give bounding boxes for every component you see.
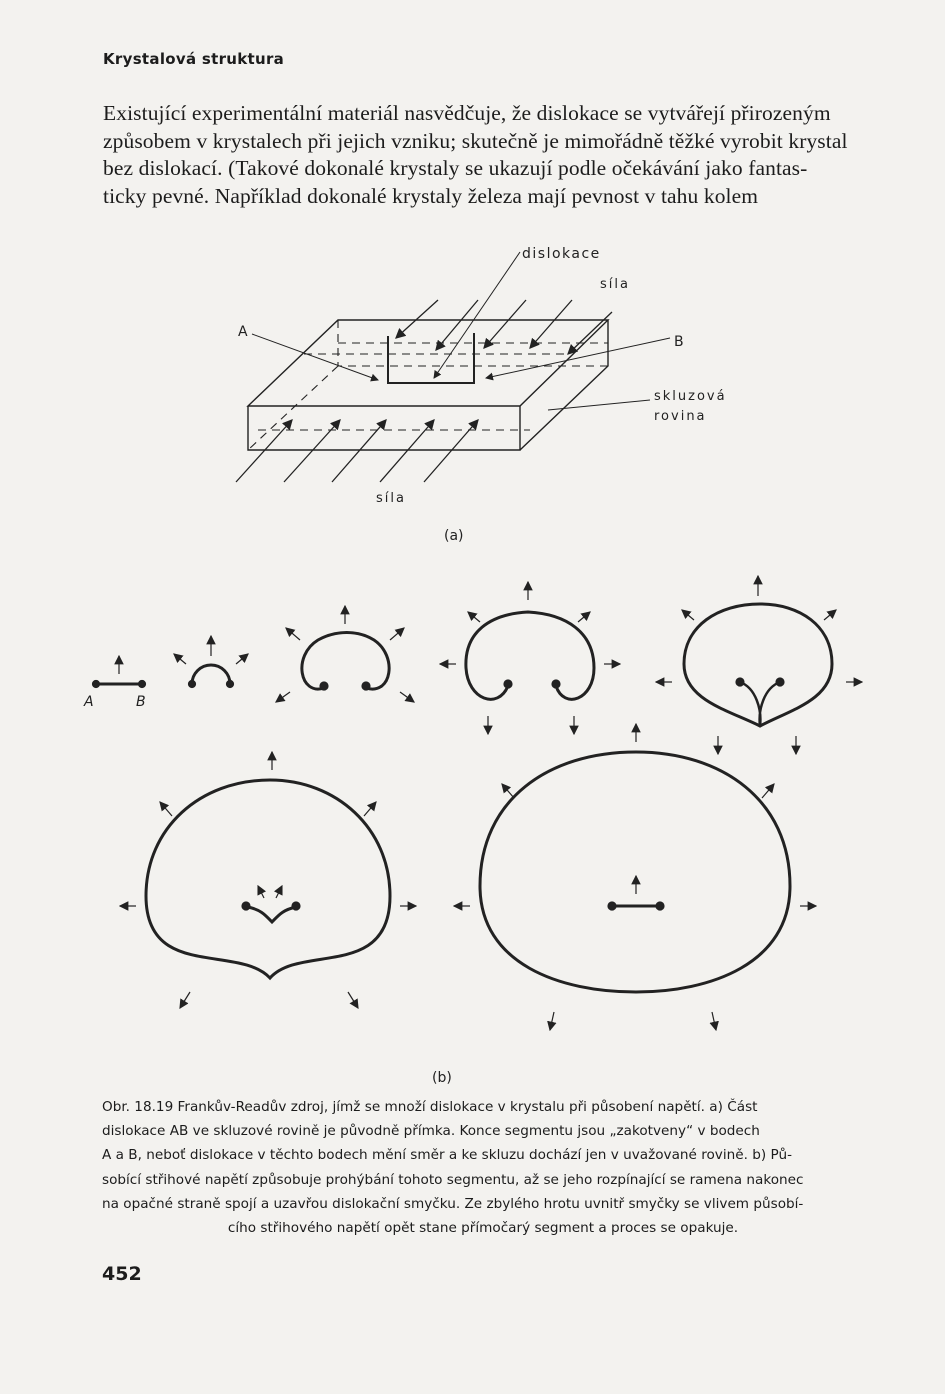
stage-5-closing-loop bbox=[656, 576, 862, 754]
caption-line: na opačné straně spojí a uzavřou dislokační smyčku. Ze zbylého hrotu uvnitř smyčky se vlivem působí- bbox=[102, 1195, 804, 1212]
stage-4-kidney-loop bbox=[440, 582, 620, 734]
bottom-force-arrows bbox=[236, 420, 478, 482]
stage-3-half-loop bbox=[276, 606, 414, 702]
body-line: způsobem v krystalech při jejich vzniku; skutečně je mimořádně těžké vyrobit krystal bbox=[103, 128, 848, 153]
caption-line: sobící střihové napětí způsobuje prohýbání tohoto segmentu, až se jeho rozpínající se ramena nakonec bbox=[102, 1171, 804, 1188]
running-header: Krystalová struktura bbox=[103, 50, 285, 68]
label-skluzova: skluzová bbox=[654, 389, 727, 404]
stage-1-segment bbox=[93, 656, 146, 688]
body-line: Existující experimentální materiál nasvědčuje, že dislokace se vytvářejí přirozeným bbox=[103, 101, 831, 125]
stage-2-arc bbox=[174, 636, 248, 688]
caption-line: A a B, neboť dislokace v těchto bodech mění směr a ke skluzu dochází jen v uvažované rovině. b) Pů- bbox=[102, 1147, 792, 1164]
figure-a-sublabel: (a) bbox=[444, 528, 464, 544]
body-line: ticky pevné. Například dokonalé krystaly železa mají pevnost v tahu kolem bbox=[103, 183, 759, 208]
page-number: 452 bbox=[102, 1263, 142, 1285]
body-line: bez dislokací. (Takové dokonalé krystaly se ukazují podle očekávání jako fantas- bbox=[103, 156, 808, 180]
label-b-A: A bbox=[84, 694, 94, 710]
figure-caption bbox=[102, 1095, 864, 1240]
body-paragraph bbox=[103, 100, 863, 210]
figure-b-stages bbox=[0, 560, 945, 1090]
label-rovina: rovina bbox=[654, 409, 707, 424]
caption-line: Obr. 18.19 Frankův-Readův zdroj, jímž se množí dislokace v krystalu při působení napětí. a) Část bbox=[102, 1099, 758, 1115]
label-A: A bbox=[238, 324, 248, 340]
stage-7-new-loop bbox=[454, 724, 816, 1030]
caption-line: dislokace AB ve skluzové rovině je původně přímka. Konce segmentu jsou „zakotveny“ v bodech bbox=[102, 1123, 760, 1140]
label-b-B: B bbox=[136, 694, 146, 710]
top-force-arrows bbox=[396, 300, 612, 354]
label-sila-top: síla bbox=[600, 277, 630, 292]
figure-b-sublabel: (b) bbox=[432, 1070, 452, 1086]
label-sila-bottom: síla bbox=[376, 491, 406, 506]
figure-a-crystal-block bbox=[0, 230, 945, 550]
label-dislokace: dislokace bbox=[522, 246, 601, 262]
slip-plane-dashed bbox=[248, 320, 608, 450]
label-B: B bbox=[674, 334, 684, 350]
dislocation-line bbox=[388, 333, 474, 383]
stage-6-closed-loop bbox=[120, 752, 416, 1008]
caption-line: cího střihového napětí opět stane přímočarý segment a proces se opakuje. bbox=[227, 1220, 739, 1237]
